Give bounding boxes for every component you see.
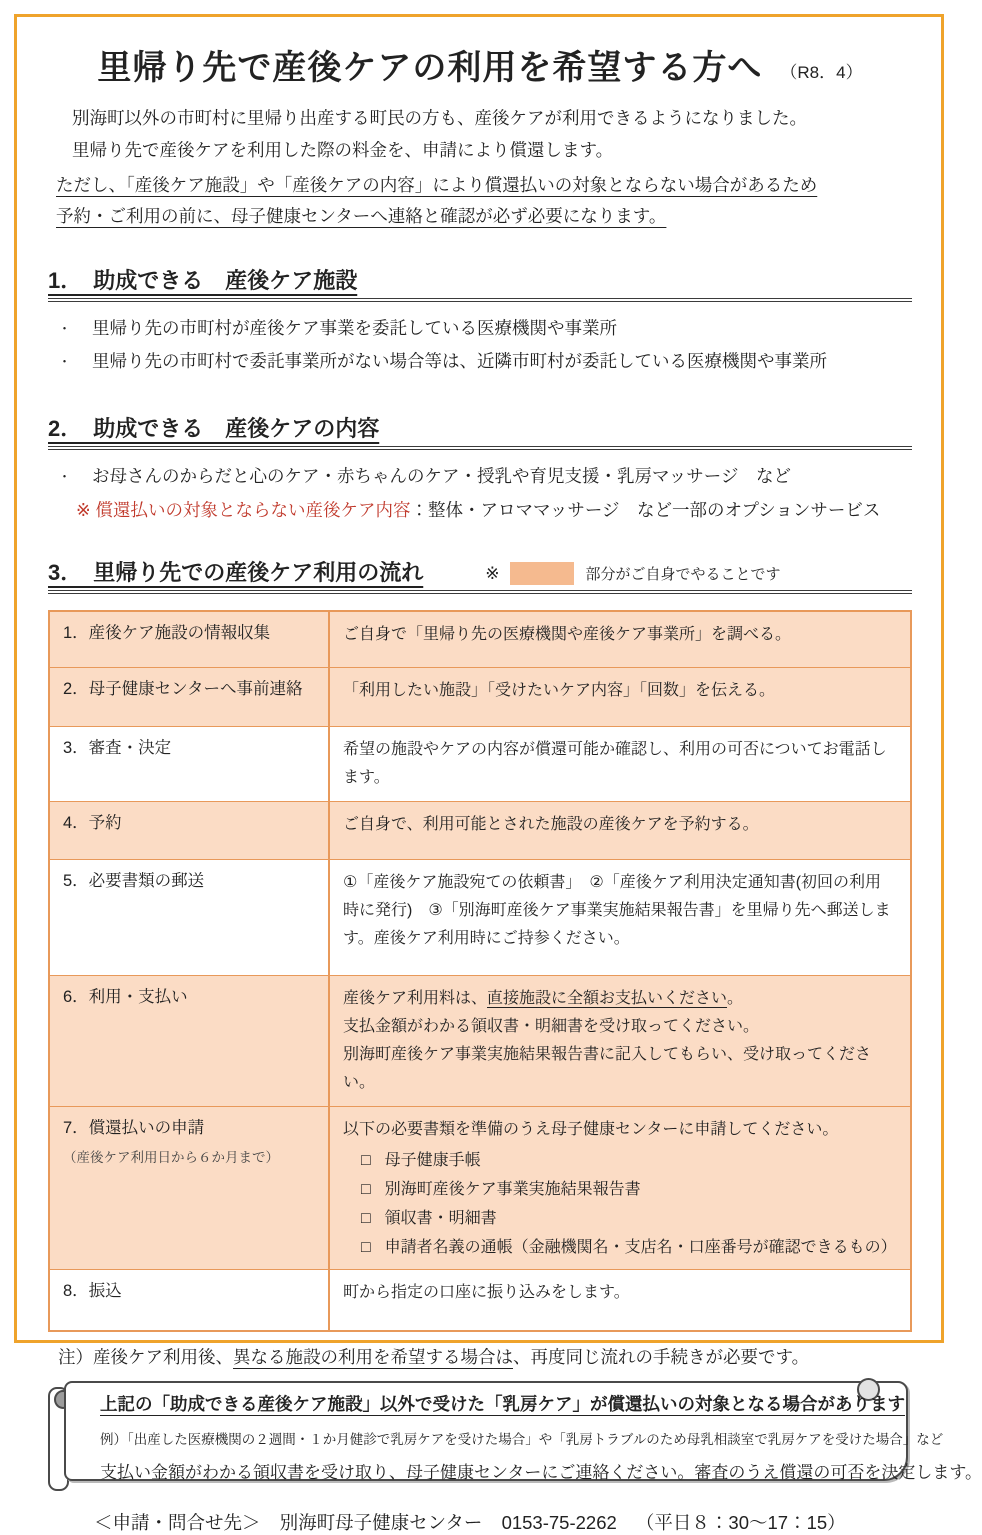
bullet-icon: ・ — [58, 354, 72, 369]
title-block — [48, 40, 912, 89]
flow-step-cell — [50, 860, 330, 975]
intro-paragraph — [72, 103, 912, 165]
section-heading — [48, 556, 912, 594]
warning-line: ただし、「産後ケア施設」や「産後ケアの内容」により償還払いの対象とならない場合があるため — [56, 175, 818, 195]
flow-desc-cell — [330, 860, 910, 975]
flow-step-label: 3．審査・決定 — [63, 739, 172, 757]
checklist-item-label: 別海町産後ケア事業実施結果報告書 — [384, 1181, 641, 1198]
flow-desc-cell — [330, 976, 910, 1106]
flow-step-cell — [50, 1270, 330, 1330]
flow-table-row — [50, 859, 910, 975]
flow-desc-line: 以下の必要書類を準備のうえ母子健康センターに申請してください。 — [343, 1121, 839, 1138]
checklist-item — [343, 1178, 897, 1202]
legend-asterisk: ※ — [485, 563, 500, 583]
section-facilities — [48, 264, 912, 378]
legend-label: 部分がご自身でやることです — [585, 566, 781, 583]
care-content-list — [58, 460, 912, 493]
flow-desc-line: 産後ケア利用料は、直接施設に全額お支払いください。 — [343, 990, 744, 1007]
footnote-prefix: 注）産後ケア利用後、 — [58, 1347, 233, 1367]
flow-desc-line: 「利用したい施設」「受けたいケア内容」「回数」を伝える。 — [343, 682, 776, 699]
exclusion-note-rest: ：整体・アロママッサージ など一部のオプションサービス — [410, 500, 881, 520]
scroll-banner — [48, 1379, 982, 1491]
flow-desc-line: 町から指定の口座に振り込みをします。 — [343, 1284, 630, 1301]
list-item — [58, 345, 912, 378]
flow-step-label: 4．予約 — [63, 814, 122, 832]
flow-desc-line: 支払金額がわかる領収書・明細書を受け取ってください。 — [343, 1018, 760, 1035]
flow-step-cell — [50, 612, 330, 667]
checklist-item-label: 母子健康手帳 — [384, 1152, 481, 1169]
list-item — [58, 312, 912, 345]
flow-table-row — [50, 612, 910, 667]
flow-desc-line: 別海町産後ケア事業実施結果報告書に記入してもらい、受け取ってください。 — [343, 1046, 872, 1091]
page-content — [48, 30, 982, 1535]
warning-line: 予約・ご利用の前に、母子健康センターへ連絡と確認が必ず必要になります。 — [56, 206, 667, 226]
banner-title: 上記の「助成できる産後ケア施設」以外で受けた「乳房ケア」が償還払いの対象となる場合があります — [100, 1394, 905, 1414]
flow-table-row — [50, 726, 910, 801]
flow-step-label: 2．母子健康センターへ事前連絡 — [63, 680, 303, 698]
checklist-item-label: 申請者名義の通帳（金融機関名・支店名・口座番号が確認できるもの） — [384, 1239, 897, 1256]
highlight-legend — [485, 562, 780, 587]
flow-table-row — [50, 1106, 910, 1269]
contact-phone: 0153-75-2262 — [501, 1512, 617, 1533]
banner-body: 支払い金額がわかる領収書を受け取り、母子健康センターにご連絡ください。審査のうえ償還の可否を決定します。 — [100, 1463, 982, 1482]
section-heading — [48, 264, 912, 302]
flow-table-row — [50, 1269, 910, 1330]
checkbox-icon: □ — [361, 1210, 371, 1227]
flow-desc-cell — [330, 668, 910, 726]
footnote-underlined: 異なる施設の利用を希望する場合は — [233, 1347, 513, 1367]
section-title: 2． 助成できる 産後ケアの内容 — [48, 416, 380, 441]
flow-desc-line: ①「産後ケア施設宛ての依頼書」 ②「産後ケア利用決定通知書(初回の利用時に発行) ③「別海町産後ケア事業実施結果報告書」を里帰り先へ郵送します。産後ケア利用時にご持参ください。 — [343, 874, 891, 947]
flow-step-cell — [50, 668, 330, 726]
flow-step-label: 7．償還払いの申請 — [63, 1119, 205, 1137]
exclusion-note-red: ※ 償還払いの対象とならない産後ケア内容 — [76, 500, 411, 520]
flow-table-row — [50, 801, 910, 859]
section-care-content — [48, 412, 912, 522]
flow-desc-cell — [330, 1270, 910, 1330]
flow-table-row — [50, 667, 910, 726]
facilities-list — [58, 312, 912, 378]
checklist-item — [343, 1236, 897, 1260]
flow-step-label: 5．必要書類の郵送 — [63, 872, 205, 890]
edition-label: （R8．4） — [780, 63, 863, 82]
footnote — [58, 1344, 912, 1369]
flow-desc-cell — [330, 1107, 910, 1269]
intro-line: 里帰り先で産後ケアを利用した際の料金を、申請により償還します。 — [72, 140, 614, 160]
flow-step-cell — [50, 976, 330, 1106]
flow-step-label: 1．産後ケア施設の情報収集 — [63, 624, 271, 642]
flow-desc-line: 希望の施設やケアの内容が償還可能か確認し、利用の可否についてお電話します。 — [343, 741, 887, 786]
list-item-text: 里帰り先の市町村が産後ケア事業を委託している医療機関や事業所 — [92, 318, 617, 338]
contact-label: ＜申請・問合せ先＞ — [94, 1512, 261, 1533]
checkbox-icon: □ — [361, 1152, 371, 1169]
section-heading — [48, 412, 912, 450]
flow-desc-line: ご自身で、利用可能とされた施設の産後ケアを予約する。 — [343, 816, 759, 833]
contact-line — [94, 1509, 912, 1535]
bullet-icon: ・ — [58, 469, 72, 484]
flow-step-label: 8．振込 — [63, 1282, 122, 1300]
flow-step-note: （産後ケア利用日から６か月まで） — [63, 1150, 279, 1165]
banner-example: 例）「出産した医療機関の２週間・１か月健診で乳房ケアを受けた場合」や「乳房トラブルのため母乳相談室で乳房ケアを受けた場合」など — [100, 1432, 944, 1447]
flow-step-cell — [50, 802, 330, 859]
flow-step-label: 6．利用・支払い — [63, 988, 188, 1006]
bullet-icon: ・ — [58, 321, 72, 336]
flow-desc-line: ご自身で「里帰り先の医療機関や産後ケア事業所」を調べる。 — [343, 626, 792, 643]
contact-hours: （平日８：30～17：15） — [635, 1512, 846, 1533]
page-title: 里帰り先で産後ケアの利用を希望する方へ — [97, 49, 763, 87]
scroll-banner-text — [100, 1391, 982, 1483]
flow-step-cell — [50, 1107, 330, 1269]
contact-name: 別海町母子健康センター — [279, 1512, 483, 1533]
exclusion-note — [76, 497, 912, 522]
list-item-text: 里帰り先の市町村で委託事業所がない場合等は、近隣市町村が委託している医療機関や事業所 — [92, 351, 827, 371]
scroll-banner-box — [64, 1381, 982, 1482]
warning-paragraph — [56, 171, 912, 230]
list-item — [58, 460, 912, 493]
flow-table — [48, 610, 912, 1332]
legend-color-swatch — [510, 562, 574, 585]
list-item-text: お母さんのからだと心のケア・赤ちゃんのケア・授乳や育児支援・乳房マッサージ など — [92, 466, 791, 486]
section-title: 1． 助成できる 産後ケア施設 — [48, 268, 358, 293]
checklist-item — [343, 1149, 897, 1173]
flow-desc-cell — [330, 727, 910, 801]
flow-table-row — [50, 975, 910, 1106]
checkbox-icon: □ — [361, 1181, 371, 1198]
checkbox-icon: □ — [361, 1239, 371, 1256]
flow-step-cell — [50, 727, 330, 801]
section-title: 3． 里帰り先での産後ケア利用の流れ — [48, 560, 424, 585]
intro-line: 別海町以外の市町村に里帰り出産する町民の方も、産後ケアが利用できるようになりました。 — [72, 108, 807, 128]
footnote-suffix: 、再度同じ流れの手続きが必要です。 — [513, 1347, 810, 1367]
flow-desc-cell — [330, 612, 910, 667]
checklist-item-label: 領収書・明細書 — [384, 1210, 497, 1227]
checklist-item — [343, 1207, 897, 1231]
section-flow — [48, 556, 912, 1332]
flow-desc-cell — [330, 802, 910, 859]
